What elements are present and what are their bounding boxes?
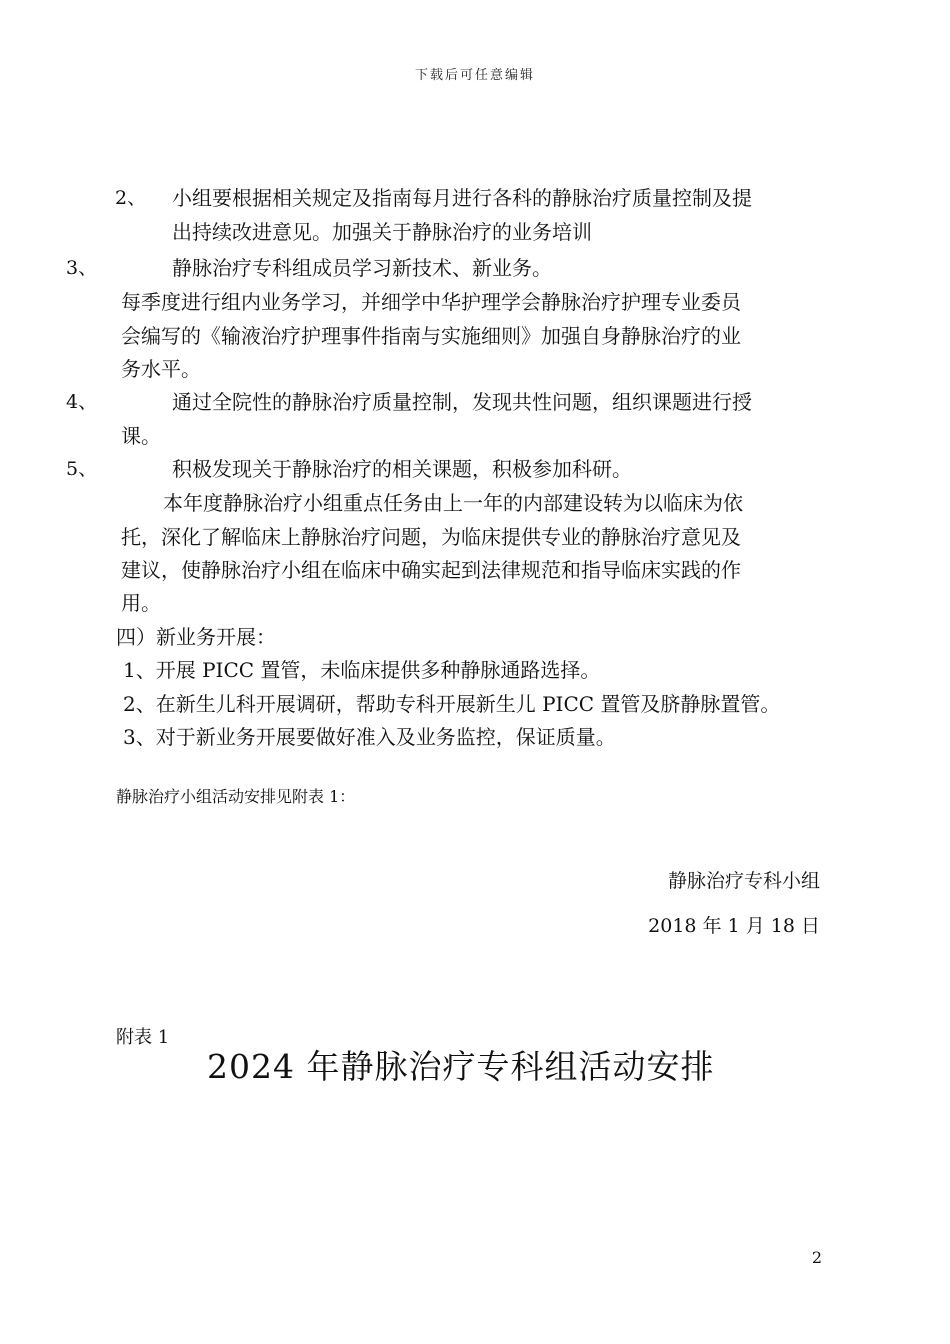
- section-4-item-2: 2、在新生儿科开展调研，帮助专科开展新生儿 PICC 置管及脐静脉置管。: [123, 692, 781, 716]
- summary-line-4: 用。: [121, 591, 161, 615]
- appendix-note: 静脉治疗小组活动安排见附表 1：: [116, 787, 356, 806]
- item-4-number: 4、: [66, 391, 98, 413]
- item-3-number: 3、: [66, 257, 98, 279]
- item-5-line-1: 积极发现关于静脉治疗的相关课题，积极参加科研。: [172, 457, 632, 481]
- item-4-line-1: 通过全院性的静脉治疗质量控制，发现共性问题，组织课题进行授: [172, 390, 752, 414]
- item-3-body-2: 会编写的《输液治疗护理事件指南与实施细则》加强自身静脉治疗的业: [121, 324, 741, 348]
- item-2-line-2: 出持续改进意见。加强关于静脉治疗的业务培训: [172, 220, 592, 244]
- appendix-label: 附表 1: [116, 1027, 170, 1048]
- section-4-item-1: 1、开展 PICC 置管，未临床提供多种静脉通路选择。: [123, 658, 601, 682]
- signature-date: 2018 年 1 月 18 日: [648, 915, 820, 937]
- signature-org: 静脉治疗专科小组: [667, 870, 820, 892]
- section-4-heading: 四）新业务开展：: [116, 625, 276, 649]
- summary-line-2: 托，深化了解临床上静脉治疗问题，为临床提供专业的静脉治疗意见及: [121, 525, 741, 549]
- item-3-body-3: 务水平。: [121, 357, 201, 381]
- appendix-title: 2024 年静脉治疗专科组活动安排: [207, 1047, 715, 1086]
- section-4-item-3: 3、对于新业务开展要做好准入及业务监控，保证质量。: [123, 725, 616, 749]
- item-2-line-1: 小组要根据相关规定及指南每月进行各科的静脉治疗质量控制及提: [172, 186, 752, 210]
- item-5-number: 5、: [66, 458, 98, 480]
- page-number: 2: [811, 1248, 822, 1267]
- item-3-line-1: 静脉治疗专科组成员学习新技术、新业务。: [172, 256, 552, 280]
- item-3-body-1: 每季度进行组内业务学习，并细学中华护理学会静脉治疗护理专业委员: [121, 290, 741, 314]
- summary-line-1: 本年度静脉治疗小组重点任务由上一年的内部建设转为以临床为依: [163, 491, 743, 515]
- page-header: 下载后可任意编辑: [414, 68, 535, 83]
- item-2-number: 2、: [115, 187, 147, 209]
- item-4-line-2: 课。: [121, 424, 161, 448]
- summary-line-3: 建议，使静脉治疗小组在临床中确实起到法律规范和指导临床实践的作: [121, 558, 741, 582]
